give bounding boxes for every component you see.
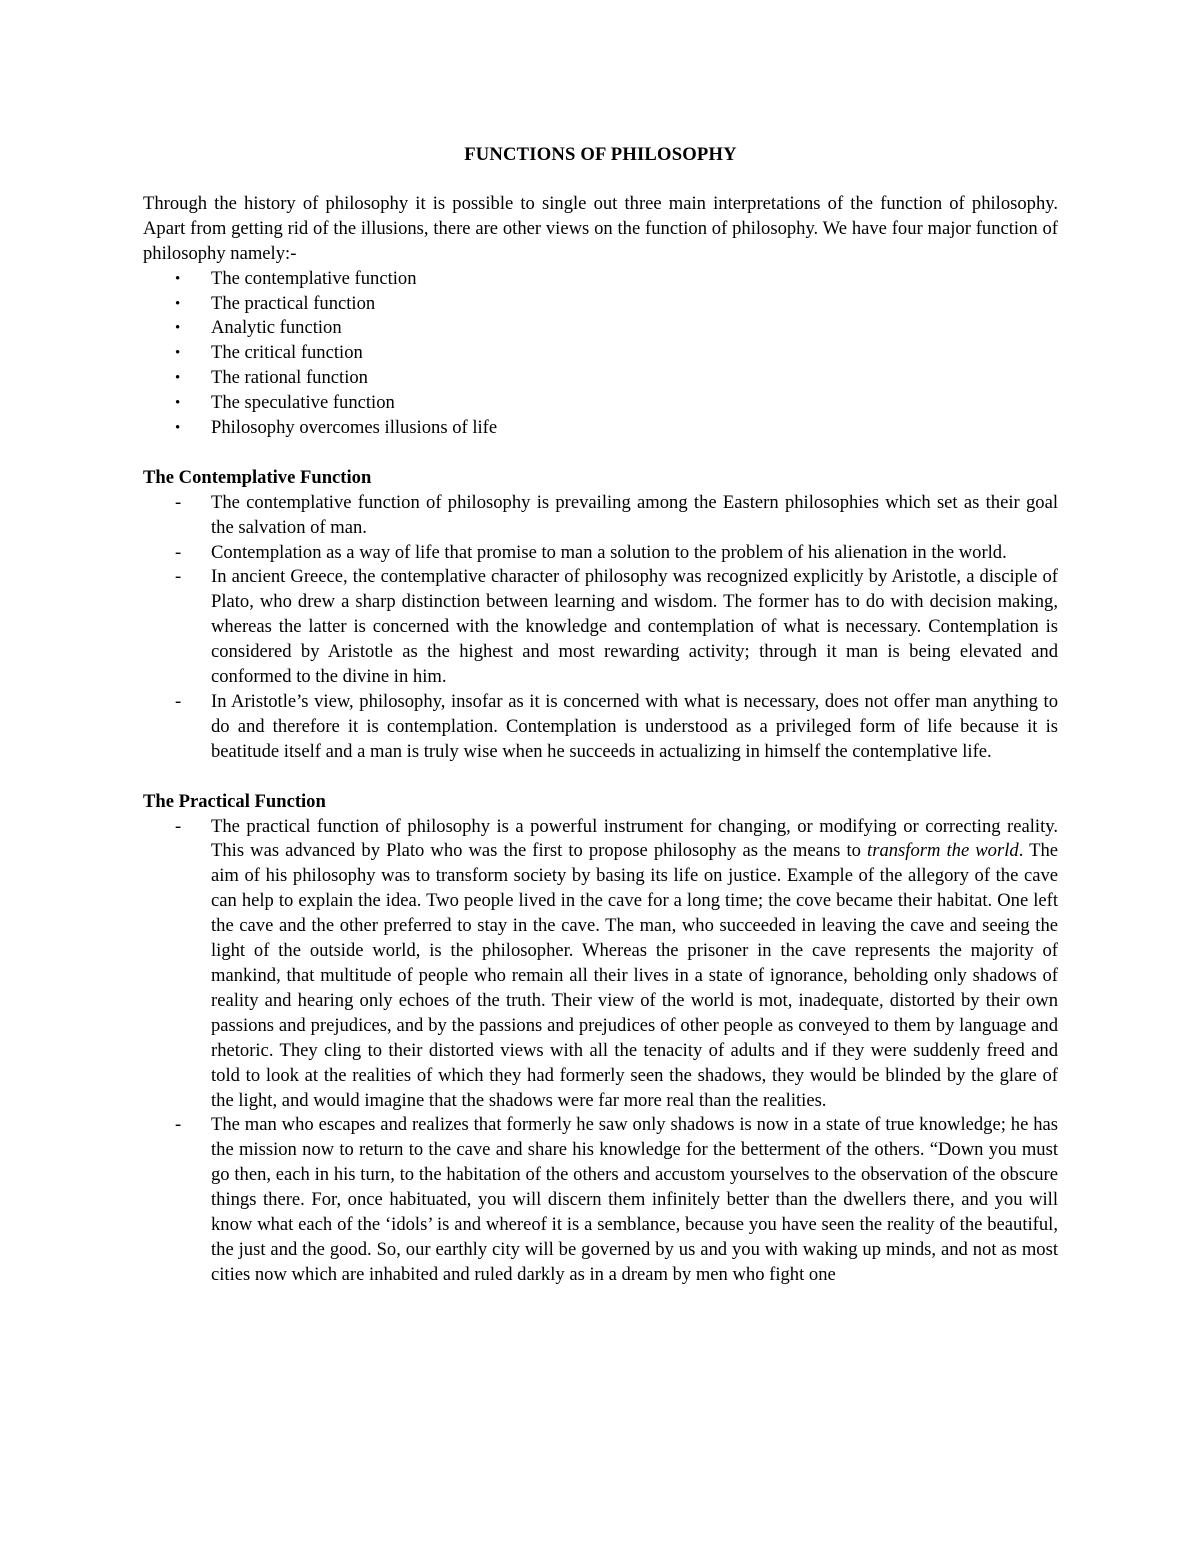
dash-icon: - [175, 1114, 182, 1136]
list-item-text: In Aristotle’s view, philosophy, insofar as it is concerned with what is necessary, does not offer man anything to do and therefore it is contemplation. Contemplation is understood as a privileged form of life because it is beatitude itself and a man is truly wise when he succeeds in actualizing in himself the contemplative life. [211, 691, 1058, 762]
list-item-text: Philosophy overcomes illusions of life [211, 417, 498, 439]
dash-icon: - [175, 566, 182, 588]
list-item-text: The contemplative function of philosophy is prevailing among the Eastern philosophies which set as their goal the salvation of man. [211, 491, 1058, 538]
dash-icon: - [175, 491, 182, 513]
list-item [175, 541, 1058, 566]
dash-icon: - [175, 815, 182, 837]
bullet-icon: • [175, 270, 181, 287]
bullet-icon: • [175, 370, 181, 387]
list-item [175, 267, 1058, 292]
list-item [175, 366, 1058, 391]
list-item [175, 1113, 1058, 1287]
list-item [175, 815, 1058, 1114]
dash-icon: - [175, 691, 182, 713]
bullet-icon: • [175, 345, 181, 362]
bullet-icon: • [175, 295, 181, 312]
list-item [175, 491, 1058, 541]
emphasis-text: transform the world [867, 840, 1019, 862]
list-item [175, 690, 1058, 765]
bullet-icon: • [175, 320, 181, 337]
bullet-icon: • [175, 420, 181, 437]
contemplative-heading: The Contemplative Function [143, 466, 372, 488]
list-item-text-part: . The aim of his philosophy was to transform society by basing its life on justice. Example of the allegory of the cave can help to explain the idea. Two people lived in the cave for a long time; the cove became their habitat. One left the cave and the other preferred to stay in the cave. The man, who succeeded in leaving the cave and seeing the light of the outside world, is the philosopher. Whereas the prisoner in the cave represents the majority of mankind, that multitude of people who remain all their lives in a state of ignorance, beholding only shadows of reality and hearing only echoes of the truth. Their view of the world is mot, inadequate, distorted by their own passions and prejudices, and by the passions and prejudices of other people as conveyed to them by language and rhetoric. They cling to their distorted views with all the tenacity of adults and if they were suddenly freed and told to look at the realities of which they had formerly seen the shadows, they would be blinded by the glare of the light, and would imagine that the shadows were far more real than the realities. [211, 840, 1058, 1111]
contemplative-points [143, 491, 1058, 765]
list-item-text: In ancient Greece, the contemplative character of philosophy was recognized explicitly by Aristotle, a disciple of Plato, who drew a sharp distinction between learning and wisdom. The former has to do with decision making, whereas the latter is concerned with the knowledge and contemplation of what is necessary. Contemplation is considered by Aristotle as the highest and most rewarding activity; through it man is being elevated and conformed to the divine in him. [211, 566, 1058, 688]
page-title: FUNCTIONS OF PHILOSOPHY [464, 144, 737, 165]
bullet-icon: • [175, 395, 181, 412]
list-item [175, 565, 1058, 690]
document-page [143, 143, 1058, 1288]
list-item [175, 292, 1058, 317]
list-item-text: Analytic function [211, 317, 342, 339]
dash-icon: - [175, 541, 182, 563]
functions-list [143, 267, 1058, 441]
intro-paragraph: Through the history of philosophy it is possible to single out three main interpretations of the function of philosophy. Apart from getting rid of the illusions, there are other views on the function of philosophy. We have four major function of philosophy namely:- [143, 192, 1058, 264]
list-item-text: The rational function [211, 367, 368, 389]
list-item-text-part: The practical function of philosophy is a powerful instrument for changing, or modifying or correcting reality. This was advanced by Plato who was the first to propose philosophy as the means to [211, 815, 1058, 862]
practical-points [143, 815, 1058, 1288]
list-item-text: The speculative function [211, 392, 395, 414]
list-item [175, 391, 1058, 416]
list-item-text: The man who escapes and realizes that formerly he saw only shadows is now in a state of true knowledge; he has the mission now to return to the cave and share his knowledge for the betterment of the others. “Down you must go then, each in his turn, to the habitation of the others and accustom yourselves to the observation of the obscure things there. For, once habituated, you will discern them infinitely better than the dwellers there, and you will know what each of the ‘idols’ is and whereof it is a semblance, because you have seen the reality of the beautiful, the just and the good. So, our earthly city will be governed by us and you with waking up minds, and not as most cities now which are inhabited and ruled darkly as in a dream by men who fight one [211, 1114, 1058, 1285]
list-item-text: Contemplation as a way of life that promise to man a solution to the problem of his alienation in the world. [211, 541, 1007, 563]
list-item [175, 416, 1058, 441]
list-item [175, 316, 1058, 341]
list-item-text: The practical function [211, 292, 376, 314]
list-item [175, 341, 1058, 366]
list-item-text: The critical function [211, 342, 363, 364]
list-item-text: The contemplative function [211, 267, 417, 289]
practical-heading: The Practical Function [143, 790, 326, 812]
